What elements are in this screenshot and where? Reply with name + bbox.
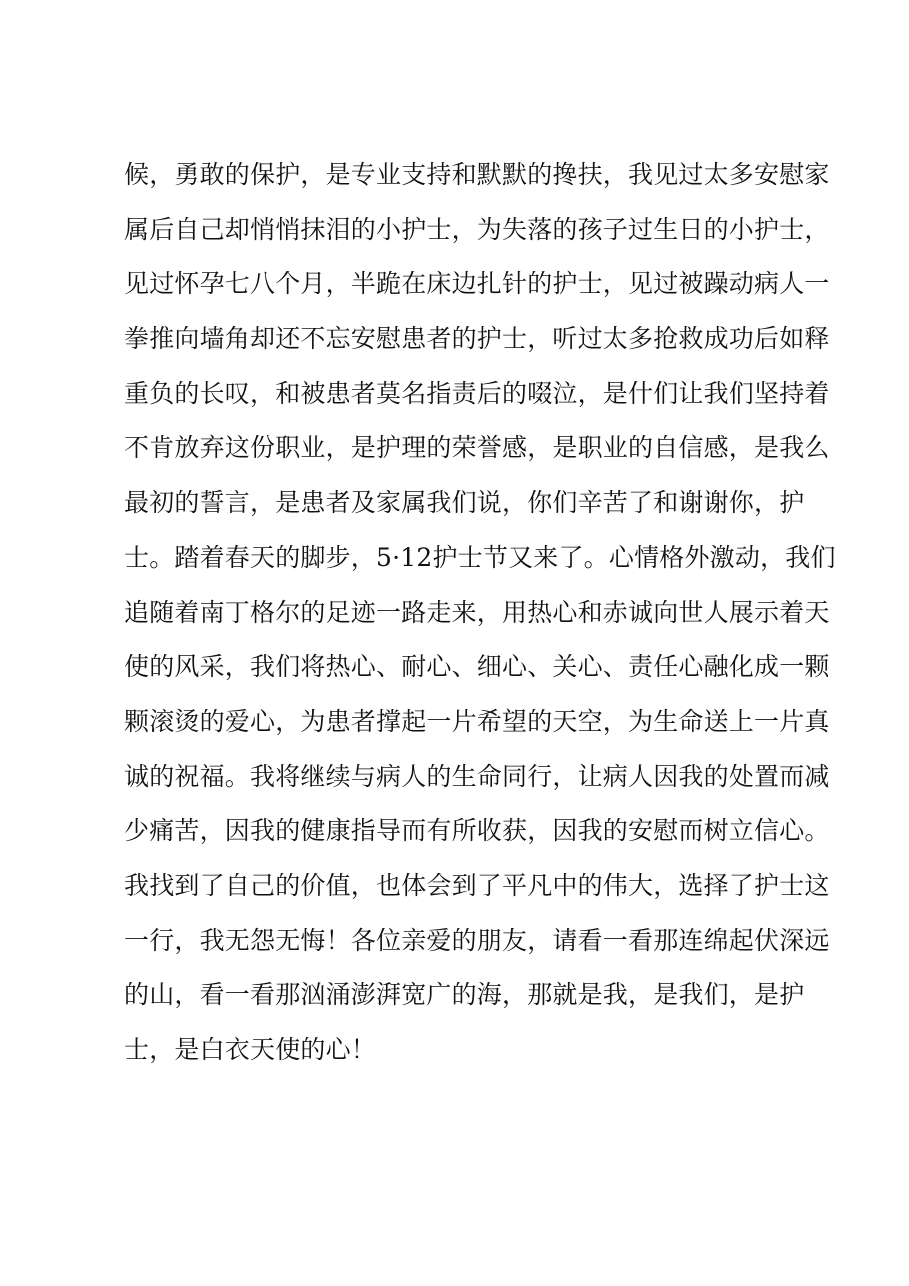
text-line: 拳推向墙角却还不忘安慰患者的护士，听过太多抢救成功后如释	[124, 324, 830, 354]
text-line: 一行，我无怨无悔！各位亲爱的朋友，请看一看那连绵起伏深远	[124, 925, 830, 955]
text-line: 重负的长叹，和被患者莫名指责后的啜泣，是什们让我们坚持着	[124, 378, 830, 408]
text-line: 士。踏着春天的脚步，5·12护士节又来了。心情格外激动，我们	[124, 542, 836, 572]
text-line: 不肯放弃这份职业，是护理的荣誉感，是职业的自信感，是我么	[124, 433, 830, 463]
text-line: 颗滚烫的爱心，为患者撑起一片希望的天空，为生命送上一片真	[124, 706, 830, 736]
text-line: 属后自己却悄悄抹泪的小护士，为失落的孩子过生日的小护士，	[124, 214, 830, 244]
text-line: 候，勇敢的保护，是专业支持和默默的搀扶，我见过太多安慰家	[124, 160, 830, 189]
body-text	[124, 160, 836, 1078]
text-line: 的山，看一看那汹涌澎湃宽广的海，那就是我，是我们，是护	[124, 980, 805, 1010]
text-line: 我找到了自己的价值，也体会到了平凡中的伟大，选择了护士这	[124, 870, 830, 900]
text-line: 使的风采，我们将热心、耐心、细心、关心、责任心融化成一颗	[124, 652, 830, 682]
text-line: 士，是白衣天使的心！	[124, 1035, 377, 1064]
text-line: 追随着南丁格尔的足迹一路走来，用热心和赤诚向世人展示着天	[124, 597, 830, 627]
text-line: 最初的誓言，是患者及家属我们说，你们辛苦了和谢谢你，护	[124, 488, 805, 518]
text-line: 少痛苦，因我的健康指导而有所收获，因我的安慰而树立信心。	[124, 816, 830, 846]
text-line: 见过怀孕七八个月，半跪在床边扎针的护士，见过被躁动病人一	[124, 269, 830, 299]
text-line: 诚的祝福。我将继续与病人的生命同行，让病人因我的处置而减	[124, 761, 830, 791]
